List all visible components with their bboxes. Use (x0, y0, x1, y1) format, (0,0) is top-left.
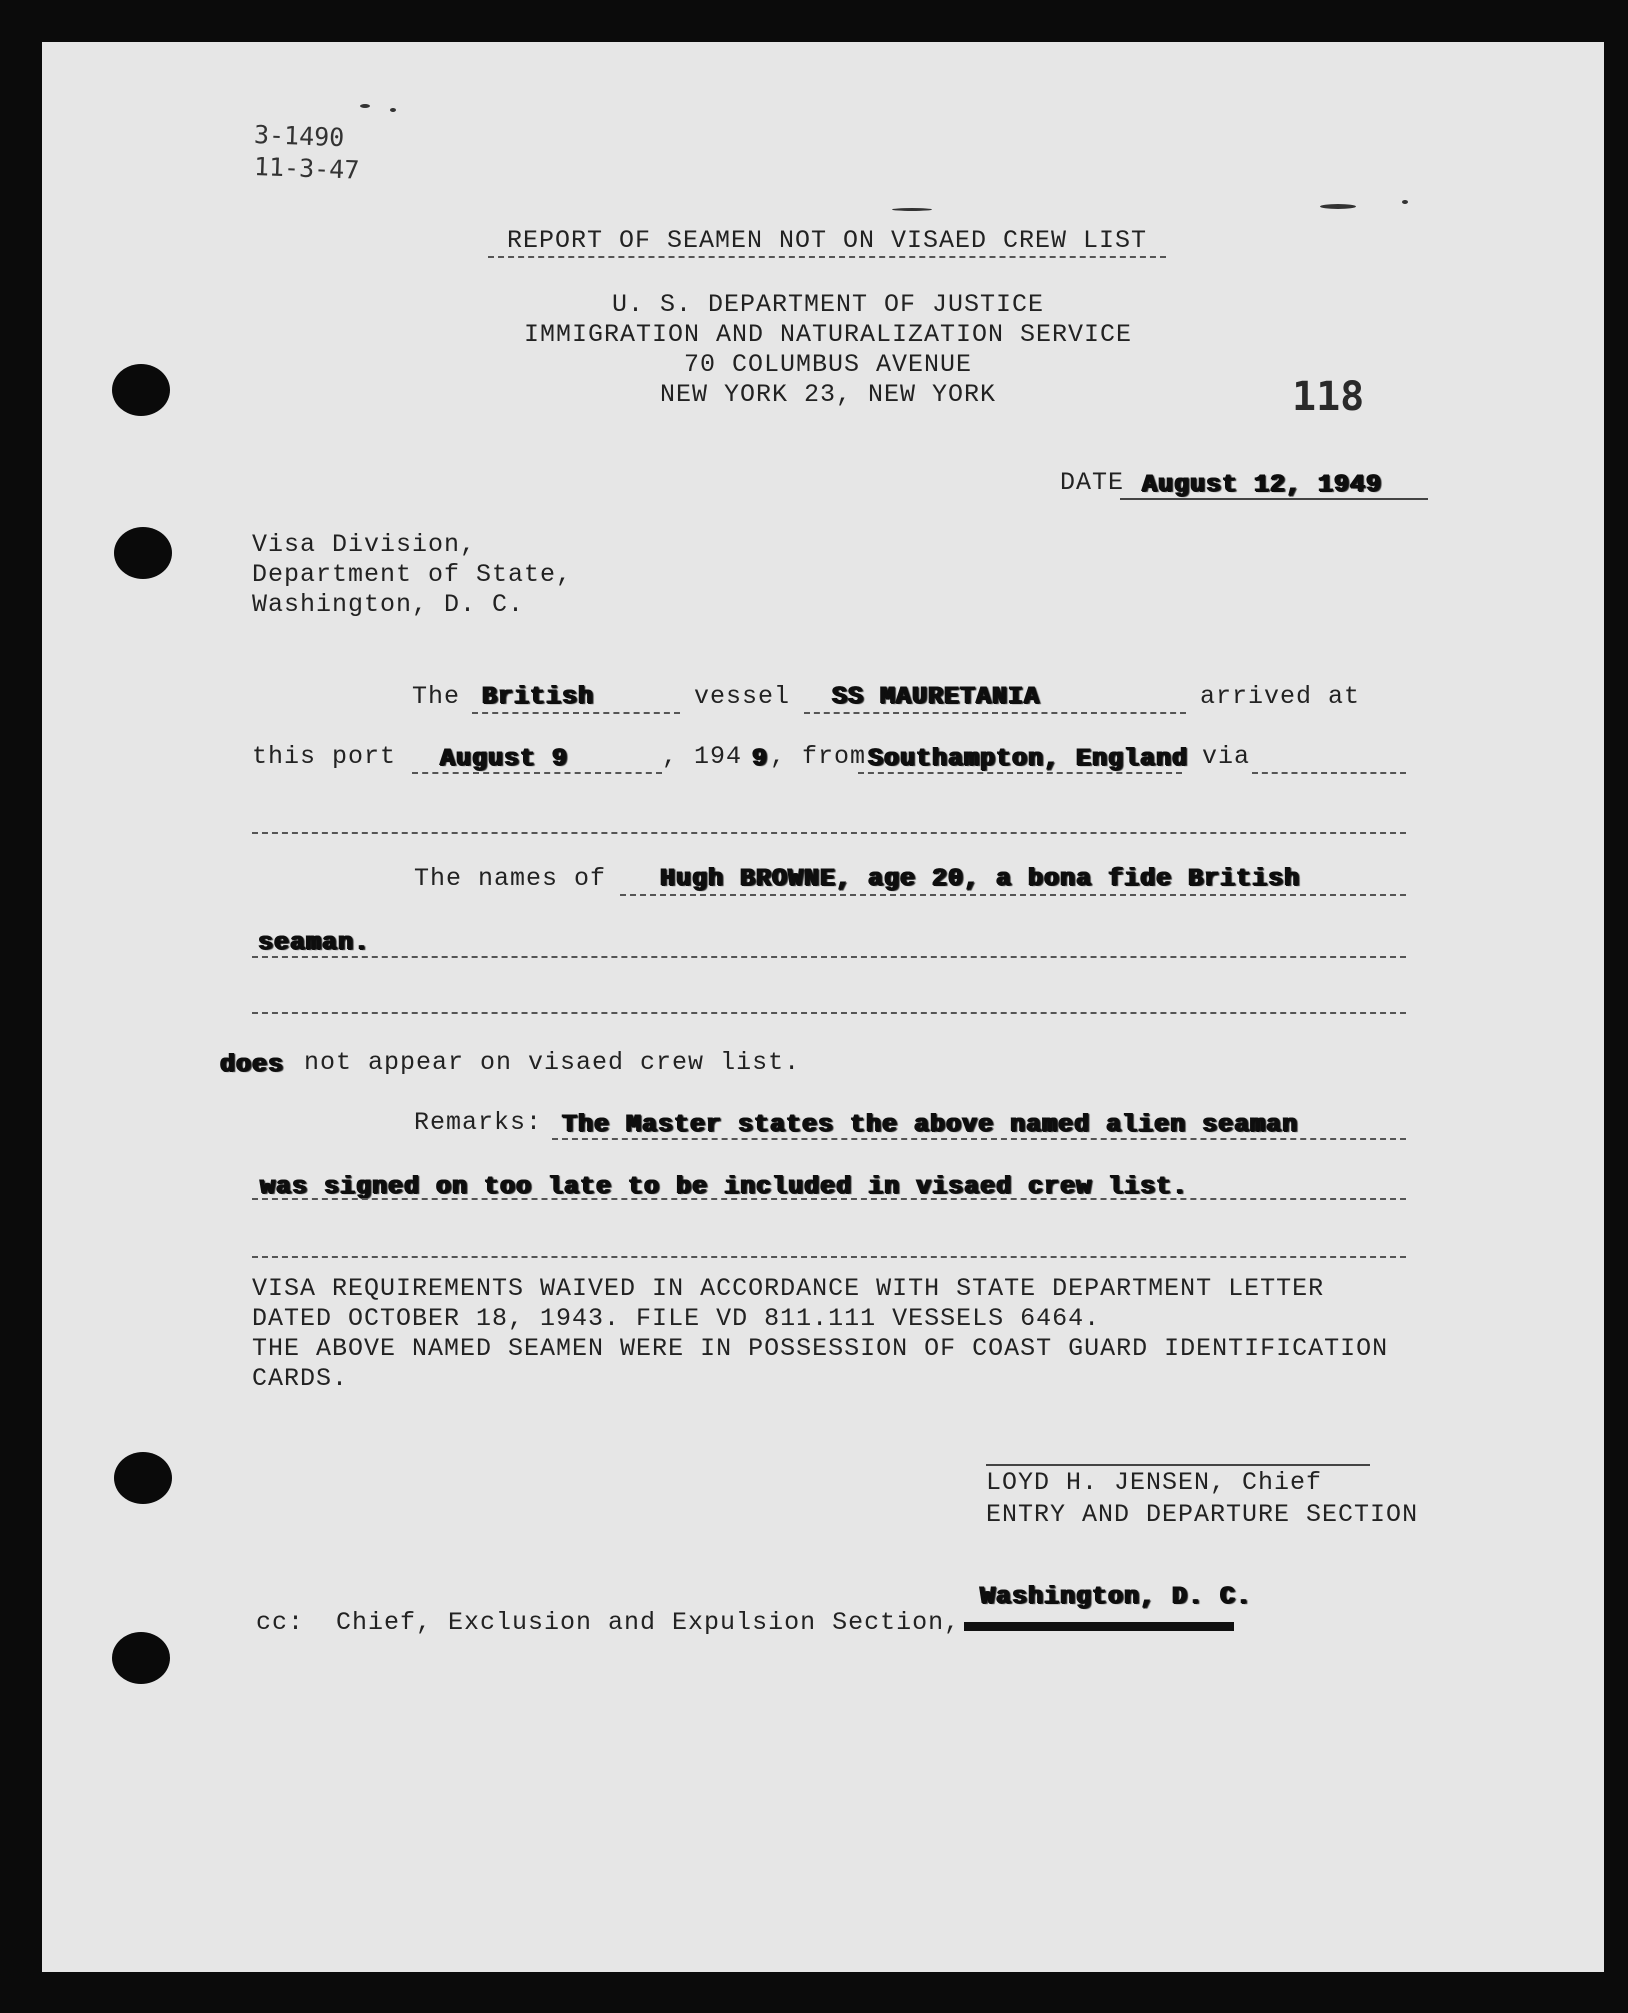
names-label: The names of (414, 864, 607, 893)
remarks-underline-2 (252, 1198, 1406, 1200)
agency-line4: NEW YORK 23, NEW YORK (659, 380, 997, 409)
file-ref-line1: 3-1490 (253, 120, 345, 153)
document-title: REPORT OF SEAMEN NOT ON VISAED CREW LIST (506, 226, 1148, 255)
date-label: DATE (1060, 468, 1125, 497)
vessel-label: vessel (694, 682, 791, 711)
ink-speck (360, 104, 370, 108)
addressee-line3: Washington, D. C. (252, 590, 525, 619)
agency-line3: 70 COLUMBUS AVENUE (683, 350, 973, 379)
remarks-line-2: was signed on too late to be included in visaed crew list. (260, 1172, 1189, 1201)
ink-speck (1402, 200, 1408, 204)
punch-hole-2 (114, 527, 172, 579)
cc-label: cc: (256, 1608, 305, 1637)
date-value: August 12, 1949 (1142, 470, 1383, 499)
arrival-date-line (412, 772, 662, 774)
remarks-label: Remarks: (414, 1108, 543, 1137)
origin-port: Southampton, England (868, 744, 1189, 773)
ink-speck (892, 208, 932, 211)
vessel-name-line (804, 712, 1186, 714)
origin-line (858, 772, 1182, 774)
ink-speck (1320, 204, 1356, 209)
via-label: via (1202, 742, 1251, 771)
vessel-nationality: British (482, 682, 595, 711)
punch-hole-4 (112, 1632, 170, 1684)
remarks-underline-1 (552, 1138, 1406, 1140)
cc-text: Chief, Exclusion and Expulsion Section, (336, 1608, 961, 1637)
waiver-line1: VISA REQUIREMENTS WAIVED IN ACCORDANCE WITH STATE DEPARTMENT LETTER (252, 1274, 1325, 1303)
ink-speck (390, 108, 396, 112)
remarks-underline-3 (252, 1256, 1406, 1258)
from-label: , from (770, 742, 867, 771)
cc-strikeout (964, 1622, 1234, 1631)
via-line (1252, 772, 1406, 774)
signatory-name: LOYD H. JENSEN, Chief (986, 1468, 1323, 1497)
seaman-details-2: seaman. (258, 928, 371, 957)
title-underline (488, 256, 1166, 258)
vessel-name: SS MAURETANIA (832, 682, 1041, 711)
cc-location: Washington, D. C. (980, 1582, 1253, 1611)
document-page (42, 42, 1604, 1972)
port-label: this port (252, 742, 397, 771)
agency-line2: IMMIGRATION AND NATURALIZATION SERVICE (523, 320, 1133, 349)
year-suffix: 9 (752, 744, 769, 773)
vessel-the-label: The (412, 682, 461, 711)
names-line-3 (252, 1012, 1406, 1014)
arrived-label: arrived at (1200, 682, 1361, 711)
year-label: , 194 (662, 742, 743, 771)
page-number: 118 (1292, 374, 1365, 420)
blank-line-1 (252, 832, 1406, 834)
appear-verb: does (220, 1050, 285, 1079)
punch-hole-3 (114, 1452, 172, 1504)
punch-hole-1 (112, 364, 170, 416)
seaman-details-1: Hugh BROWNE, age 20, a bona fide British (660, 864, 1301, 893)
nationality-line (472, 712, 680, 714)
waiver-line4: CARDS. (252, 1364, 349, 1393)
signature-line (986, 1464, 1370, 1466)
file-ref-line2: 11-3-47 (253, 152, 360, 185)
agency-line1: U. S. DEPARTMENT OF JUSTICE (611, 290, 1045, 319)
arrival-date: August 9 (440, 744, 569, 773)
names-line-1 (620, 894, 1406, 896)
addressee-line2: Department of State, (252, 560, 573, 589)
remarks-line-1: The Master states the above named alien seaman (562, 1110, 1299, 1139)
names-line-2 (252, 956, 1406, 958)
appear-text: not appear on visaed crew list. (304, 1048, 801, 1077)
signatory-section: ENTRY AND DEPARTURE SECTION (986, 1500, 1419, 1529)
date-underline (1120, 498, 1428, 500)
addressee-line1: Visa Division, (252, 530, 477, 559)
waiver-line3: THE ABOVE NAMED SEAMEN WERE IN POSSESSION OF COAST GUARD IDENTIFICATION (252, 1334, 1389, 1363)
waiver-line2: DATED OCTOBER 18, 1943. FILE VD 811.111 VESSELS 6464. (252, 1304, 1101, 1333)
